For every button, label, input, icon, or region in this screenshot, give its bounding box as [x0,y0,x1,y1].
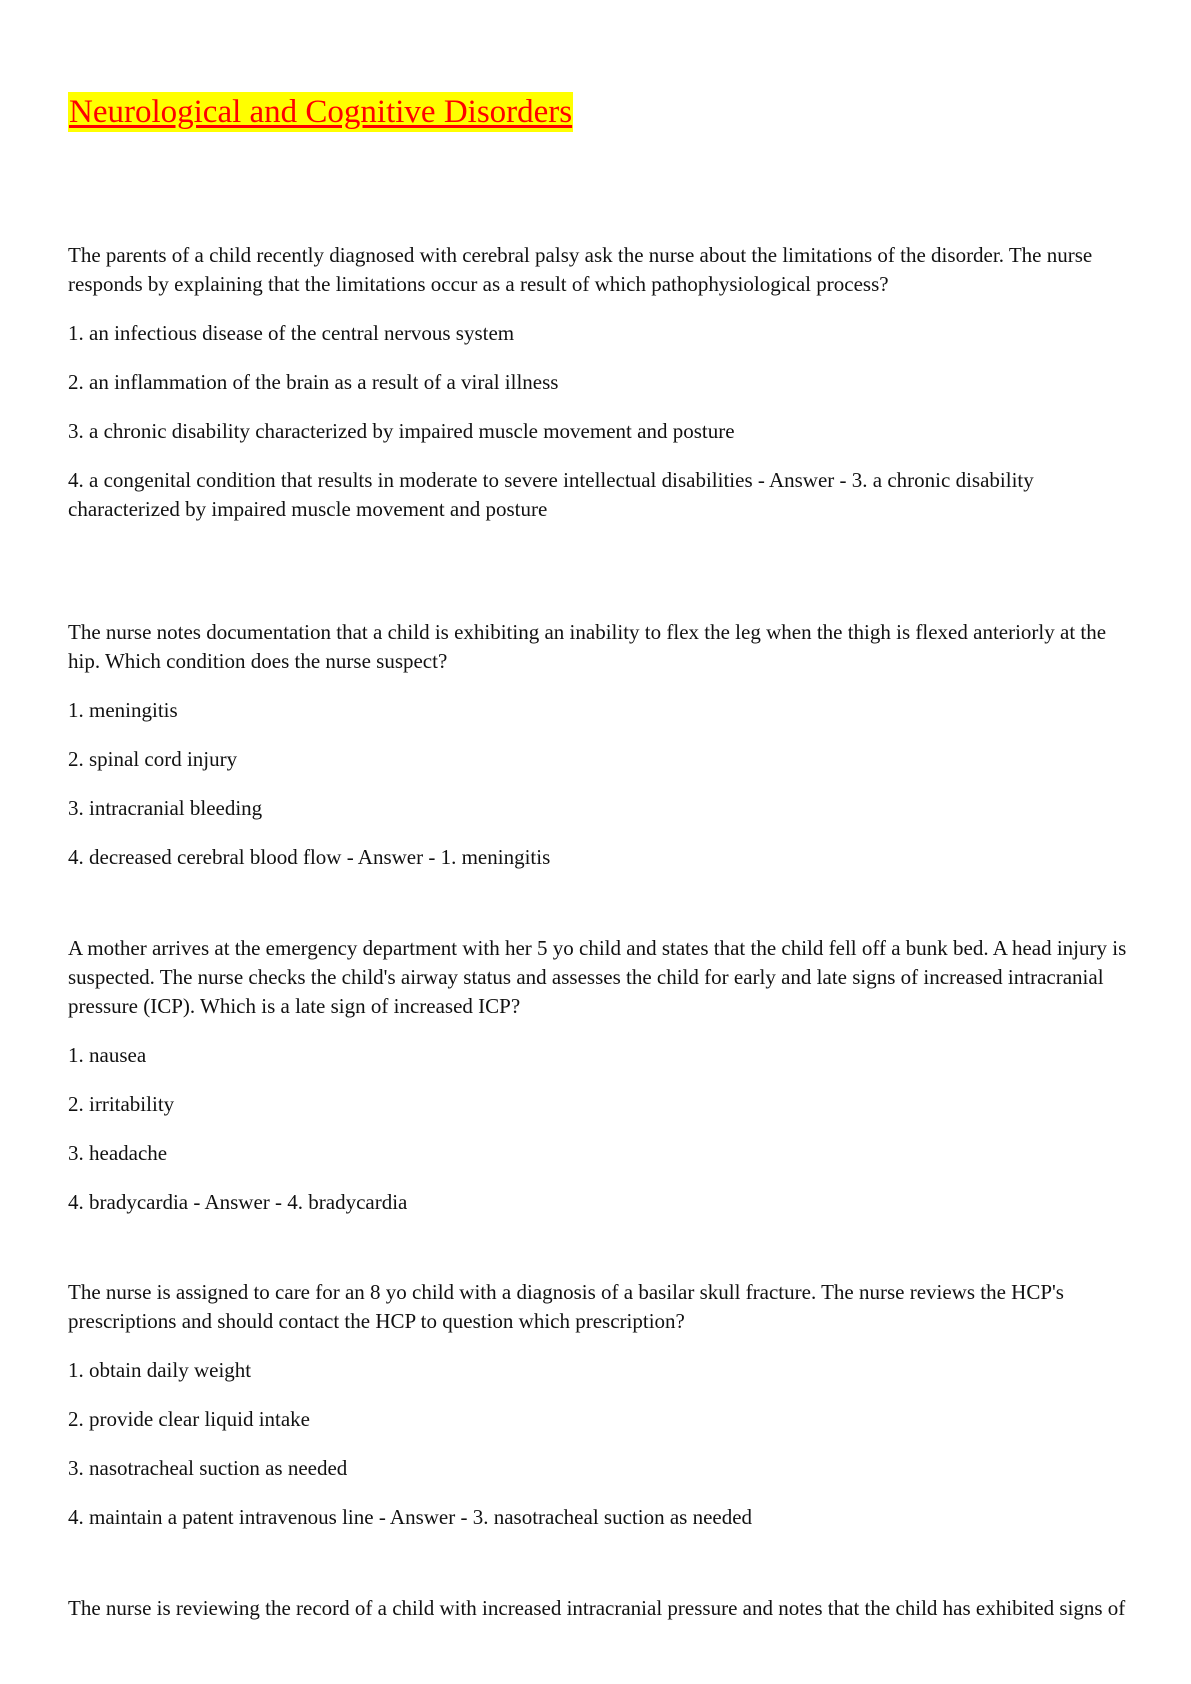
question-stem: The nurse is reviewing the record of a child with increased intracranial pressure and notes that the child has exhibited signs of [68,1596,1126,1620]
answer-option: 2. an inflammation of the brain as a result of a viral illness [68,370,559,394]
question-4 [68,1278,1130,1532]
answer-option-with-answer: 4. a congenital condition that results in moderate to severe intellectual disabilities - Answer - 3. a chronic disability characterized by impaired muscle movement and posture [68,468,1034,521]
answer-option: 3. headache [68,1141,168,1165]
answer-option-with-answer: 4. decreased cerebral blood flow - Answer - 1. meningitis [68,845,551,869]
answer-option: 3. nasotracheal suction as needed [68,1456,348,1480]
question-stem: A mother arrives at the emergency department with her 5 yo child and states that the child fell off a bunk bed. A head injury is suspected. The nurse checks the child's airway status and assesses the child for early and late signs of increased intracranial pressure (ICP). Which is a late sign of increased ICP? [68,936,1127,1018]
question-5 [68,1594,1130,1623]
answer-option: 1. an infectious disease of the central nervous system [68,321,515,345]
question-1 [68,241,1130,524]
answer-option: 2. spinal cord injury [68,747,238,771]
answer-option: 1. obtain daily weight [68,1358,252,1382]
answer-option: 1. meningitis [68,698,178,722]
page-title: Neurological and Cognitive Disorders [69,94,573,130]
question-stem: The nurse notes documentation that a child is exhibiting an inability to flex the leg when the thigh is flexed anteriorly at the hip. Which condition does the nurse suspect? [68,620,1107,673]
question-stem: The nurse is assigned to care for an 8 yo child with a diagnosis of a basilar skull fracture. The nurse reviews the HCP's prescriptions and should contact the HCP to question which prescription? [68,1280,1064,1333]
answer-option-with-answer: 4. bradycardia - Answer - 4. bradycardia [68,1190,408,1214]
question-3 [68,934,1130,1217]
answer-option: 3. intracranial bleeding [68,796,263,820]
answer-option-with-answer: 4. maintain a patent intravenous line - Answer - 3. nasotracheal suction as needed [68,1505,753,1529]
question-stem: The parents of a child recently diagnosed with cerebral palsy ask the nurse about the limitations of the disorder. The nurse responds by explaining that the limitations occur as a result of which pathophysiological process? [68,243,1093,296]
answer-option: 3. a chronic disability characterized by impaired muscle movement and posture [68,419,735,443]
question-2 [68,618,1130,872]
answer-option: 1. nausea [68,1043,147,1067]
answer-option: 2. provide clear liquid intake [68,1407,311,1431]
answer-option: 2. irritability [68,1092,175,1116]
